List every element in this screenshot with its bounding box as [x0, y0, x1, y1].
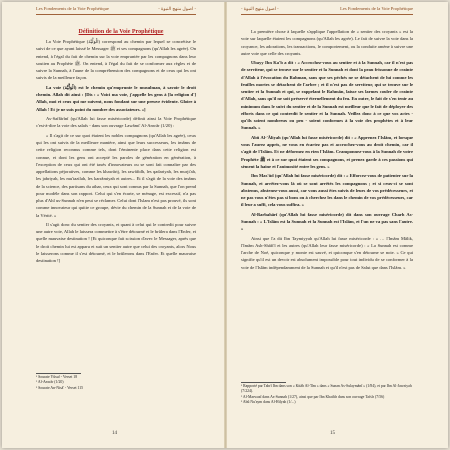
footnote-rule: [36, 373, 81, 374]
quotation: Abû Al-'Âliyah (qu'Allah lui fasse miséricorde) dit : « Apprenez l'Islâm, et lorsque vous l'aurez appris, ne vous en écartez pas et accrochez-vous au droit chemin, car il s'agit de l'Islâm. Et ne déformez en rien l'Islâm. Cramponnez-vous à la Sunnah de votre Prophète ﷺ et à ce sur quoi étaient ses compagnons, et prenez garde à ces passions qui sèment la haine et l'animosité entre les gens. »: [241, 134, 413, 169]
header-title: Les Fondements de la Voie Prophétique: [36, 6, 109, 11]
footnotes: [241, 384, 413, 406]
header-rule: [36, 14, 196, 15]
header-arabic-title: - أصول منهج النبوة -: [158, 6, 196, 11]
paragraph: As-Saffârînî (qu'Allah lui fasse miséricorde) définit ainsi la Voie Prophétique c'est-à-dire la voie des salafs - dans son ouvrage Lawâmi' Al-Anwâr (1/20) :: [36, 116, 196, 129]
book-spread: [2, 2, 448, 448]
quotation: Al-Barbahârî (qu'Allah lui fasse miséricorde) dit dans son ouvrage Charh As-Sunnah : « L'Islâm est la Sunnah et la Sunnah est l'Islâm, et l'un ne va pas sans l'autre. »: [241, 211, 413, 232]
paragraph: La Voie Prophétique (الْوَلَّيَّة) correspond au chemin par lequel se concrétise le suivi de ce que ayant laissé le Messager ﷺ et ses compagnons (qu'Allah les agrée). On entend, à l'égal du fait de chemin sur la voie empruntée par les compagnons dans leur soutien au Prophète ﷺ. On entend, à l'égal du fait de se conformer aux règles et de suivre la Sunnah, à l'aune de la compréhension des compagnons et de ceux qui les ont suivis de la meilleure façon.: [36, 39, 196, 81]
right-page: [227, 2, 448, 448]
footnote: ¹ Rapporté par Tabrî Ibn dans son « Kitâb Al-'Ilm » dans « Sunan As-Sulaymânî » (1/84), et par Ibn Al-Jawziyah (7/224).: [241, 384, 412, 394]
header-rule: [241, 14, 413, 15]
header-arabic-title: - أصول منهج النبوة -: [241, 6, 279, 11]
body-text: [241, 28, 413, 273]
page-number: 14: [112, 431, 117, 436]
footnote-rule: [241, 382, 286, 383]
body-text: [36, 28, 196, 267]
footnotes: [36, 375, 196, 391]
page-number: 15: [330, 431, 335, 436]
paragraph: La première chose à laquelle s'applique l'appellation de « sentier des croyants » est la voie sur laquelle étaient les compagnons (qu'Allah les agrée). Le fait de suivre la voie dans la croyance, les adorations, les transactions, le comportement, ou la conduite amène à suivre une autre voie que celle des croyants.: [241, 29, 413, 56]
footnote: ³ Abû Nu'aym dans Al-Hilyah (1/...): [241, 400, 296, 405]
header-title: Les Fondements de la Voie Prophétique: [340, 6, 413, 11]
footnote: ¹ Sourate Yûsuf - Verset 18: [36, 375, 78, 379]
quotation: Ibn Mas'ûd (qu'Allah lui fasse miséricorde) dit : « Efforcez-vous de patienter sur la Sunnah, et arrêtez-vous là où se sont arrêtés les compagnons ; et si ceux-ci se sont abstenus, abstenez-vous aussi, car vous aussi êtes suivis de leurs de vos prédécesseurs, et ne pas vous n'êtes pas si bons ou à cherchez les dans le chemin de vos prédécesseurs, car il leur a suffi, cela vous suffira. »: [241, 173, 413, 208]
footnote: ³ Sourate An-Nisâ' - Verset 115: [36, 385, 84, 390]
quotation: « Il s'agit de ce sur quoi étaient les nobles compagnons (qu'Allah les agrée), ceux qui les ont suivis de la meilleure manière, ainsi que leurs successeurs, les imâms de cette religion reconnus comme tels, dont l'éminente place dans cette religion est connue, et dont les gens ont accepté les paroles de génération en génération, à l'exception de ceux qui ont été taxés d'innovateurs ou se sont fait connaître par des appellations péjoratives, comme les khawârij, les rawâfidh, les qadariyah, les murji'ah, les jabriyah, les mu'tazilah, les karrâmiyah et autres... Et il s'agit de la voie des imâms de la science, des partisans du athar, ceux qui sont connus par la Sunnah, que l'on prend pour modèle dans son rapport. Celui qui s'en écarte, se ménage, est excessif, n'a pas plus d'Ahl us-Sunnah n'en peut se réclamer. Celui dont l'Islam n'est pas prouvé, ils sont comme innovateur qui quitte ce groupe, dévie du chemin de la Sunnah et de la voie de la Vérité. »: [36, 132, 196, 218]
quotation: Ubayy Ibn Ka'b a dit : « Accrochez-vous au sentier et à la Sunnah, car il n'est pas de serviteur, qui se trouve sur le sentier et la Sunnah et dont la peau frissonne de crainte d'Allah à l'évocation du Rahman, sans que ses péchés ne se détachent de lui comme les feuilles mortes se détachent de l'arbre ; et il n'est pas de serviteur, qui se trouve sur le sentier et la Sunnah et qui, se rappelant le Rahmân, laisse ses larmes couler de crainte d'Allah, sans qu'il ne soit préservé éternellement du feu. En outre, le fait de s'en tenir au minimum dans le suivi du sentier et de la Sunnah est meilleur que le fait de déployer des efforts dans ce qui contredit le sentier et la Sunnah. Veillez donc à ce que vos actes - qu'ils soient nombreux ou peu - soient conformes à la voie des prophètes et à leur Sunnah. »: [241, 60, 413, 131]
footnote: ² Al-Anwâr (1/20): [36, 380, 64, 385]
footnote: ² Al-Marwazî dans As-Sunnah (1/27), ainsi que par Ibn Khathîr dans son ouvrage Tafsîr (7/56): [241, 394, 385, 399]
paragraph: Il s'agit donc du sentier des croyants, et quant à celui qui le contredit pour suivre une autre voie, Allah le laissera commettre à s'être détourné et le brûlera dans l'Enfer, et quelle mauvaise destination ! [Et quiconque fait scission d'avec le Messager, après que le droit chemin lui est apparu et suit un sentier autre que celui des croyants, alors Nous le laisserons comme il s'est détourné, et le brûlerons dans l'Enfer. Et quelle mauvaise destination !]: [36, 221, 196, 264]
section-title: Définition de la Voie Prophétique: [78, 29, 164, 35]
paragraph: Ainsi que l'a dit Ibn Taymiyyah qu'Allah lui fasse miséricorde : « … l'Imâm Mâlik, l'Imâm Ash-Shâfi'î et les autres (qu'Allah leur fasse miséricorde) : « La Sunnah est comme l'arche de Noé, quiconque y monte est sauvé, et quiconque s'en détourne se noie. » Ce qui signifie qu'il est un devoir est absolument impossible pour tout individu de se conformer à la voie de l'Islâm indépendamment de la Sunnah et qu'il n'est pas de Salut que dans l'Islâm. »: [241, 235, 413, 270]
paragraph: La voie (الْوَلَّيَّة) est le chemin qu'emprunte le musulman, à savoir le droit chemin. Allah dit ainsi : [Dis : « Voici ma voie, j'appelle les gens à [la religion d'] Allah, moi et ceux qui me suivent, nous fondant sur une preuve évidente. Gloire à Allah ! Et je ne suis point du nombre des associateurs. »]: [36, 84, 196, 112]
left-page: [2, 2, 223, 448]
